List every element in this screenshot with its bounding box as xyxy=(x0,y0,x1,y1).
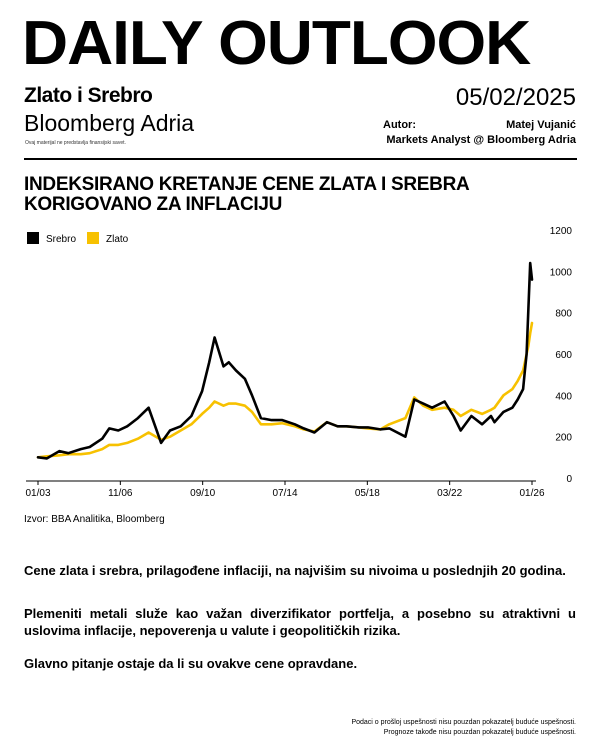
chart-source: Izvor: BBA Analitika, Bloomberg xyxy=(24,514,165,525)
y-tick-label: 0 xyxy=(566,474,572,485)
line-chart xyxy=(0,220,600,505)
report-subtitle: Zlato i Srebro xyxy=(24,84,153,107)
footer-disclaimer-2: Prognoze takođe nisu pouzdan pokazatelj buduće uspešnosti. xyxy=(383,729,576,736)
y-tick-label: 200 xyxy=(555,432,572,444)
brand-logo-text: Bloomberg Adria xyxy=(24,110,195,136)
y-tick-label: 1000 xyxy=(549,267,572,279)
author-role: Markets Analyst @ Bloomberg Adria xyxy=(386,134,576,146)
y-tick-label: 800 xyxy=(555,308,572,320)
footer-disclaimer-1: Podaci o prošloj uspešnosti nisu pouzdan pokazatelj buduće uspešnosti. xyxy=(351,719,576,726)
chart-legend xyxy=(27,232,129,245)
x-tick-label: 03/22 xyxy=(437,488,463,499)
x-tick-label: 07/14 xyxy=(272,488,298,499)
x-tick-label: 01/03 xyxy=(25,488,51,499)
x-tick-label: 09/10 xyxy=(190,488,216,499)
legend-swatch-gold xyxy=(87,232,99,244)
x-tick-label: 05/18 xyxy=(354,488,380,499)
y-tick-label: 1200 xyxy=(549,226,572,237)
x-tick-label: 11/06 xyxy=(108,488,133,499)
top-disclaimer: Ovaj materijal ne predstavlja finansijski savet. xyxy=(25,140,126,146)
y-tick-label: 600 xyxy=(555,350,572,361)
legend-swatch-silver xyxy=(27,232,39,244)
series-line-gold xyxy=(38,323,532,457)
body-paragraph-3: Glavno pitanje ostaje da li su ovakve cene opravdane. xyxy=(24,656,358,671)
y-tick-label: 400 xyxy=(555,391,572,403)
author-name: Matej Vujanić xyxy=(506,119,576,131)
series-layer xyxy=(38,263,532,458)
body-paragraph-2: Plemeniti metali služe kao važan diverzifikator portfelja, a posebno su atraktivni u uslovima inflacije, nepoverenja u valute i geopolitičkih rizika. xyxy=(24,606,576,638)
y-axis xyxy=(550,226,573,485)
series-line-silver xyxy=(38,263,532,458)
page-title: DAILY OUTLOOK xyxy=(22,9,531,78)
x-axis xyxy=(25,481,544,499)
chart-title: INDEKSIRANO KRETANJE CENE ZLATA I SREBRA KORIGOVANO ZA INFLACIJU xyxy=(24,174,469,215)
body-paragraph-1: Cene zlata i srebra, prilagođene inflaciji, na najvišim su nivoima u poslednjih 20 godina. xyxy=(24,563,566,578)
x-tick-label: 01/26 xyxy=(519,488,545,499)
report-date: 05/02/2025 xyxy=(455,84,576,111)
author-label: Autor: xyxy=(383,119,416,131)
legend-label-silver: Srebro xyxy=(46,234,77,245)
legend-label-gold: Zlato xyxy=(106,234,129,245)
header-divider xyxy=(24,158,577,160)
